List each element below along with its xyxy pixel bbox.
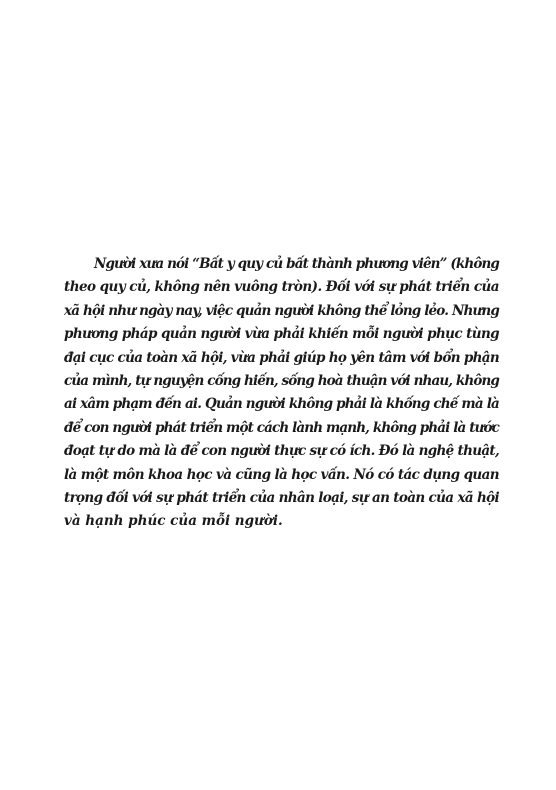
paragraph-line-5: đại cục của toàn xã hội, vừa phải giúp họ yên tâm với bổn phận [64,349,499,366]
paragraph-line-7: ai xâm phạm đến ai. Quản người không phải là khống chế mà là [64,396,499,413]
paragraph-line-3: xã hội như ngày nay, việc quản người không thể lỏng lẻo. Nhưng [64,302,499,319]
paragraph-line-6: của mình, tự nguyện cống hiến, sống hoà thuận với nhau, không [64,373,499,390]
body-paragraph [64,253,499,534]
paragraph-line-12: và hạnh phúc của mỗi người. [64,513,283,530]
paragraph-line-11: trọng đối với sự phát triển của nhân loại, sự an toàn của xã hội [64,490,499,507]
paragraph-line-10: là một môn khoa học và cũng là học vấn. Nó có tác dụng quan [64,466,500,483]
paragraph-line-9: đoạt tự do mà là để con người thực sự có ích. Đó là nghệ thuật, [64,443,499,460]
paragraph-line-1: Người xưa nói “Bất y quy củ bất thành phương viên” (không [94,256,499,272]
paragraph-line-2: theo quy củ, không nên vuông tròn). Đối với sự phát triển của [64,279,499,296]
paragraph-line-4: phương pháp quản người vừa phải khiến mỗi người phục tùng [64,326,499,343]
paragraph-line-8: để con người phát triển một cách lành mạnh, không phải là tước [64,419,499,436]
